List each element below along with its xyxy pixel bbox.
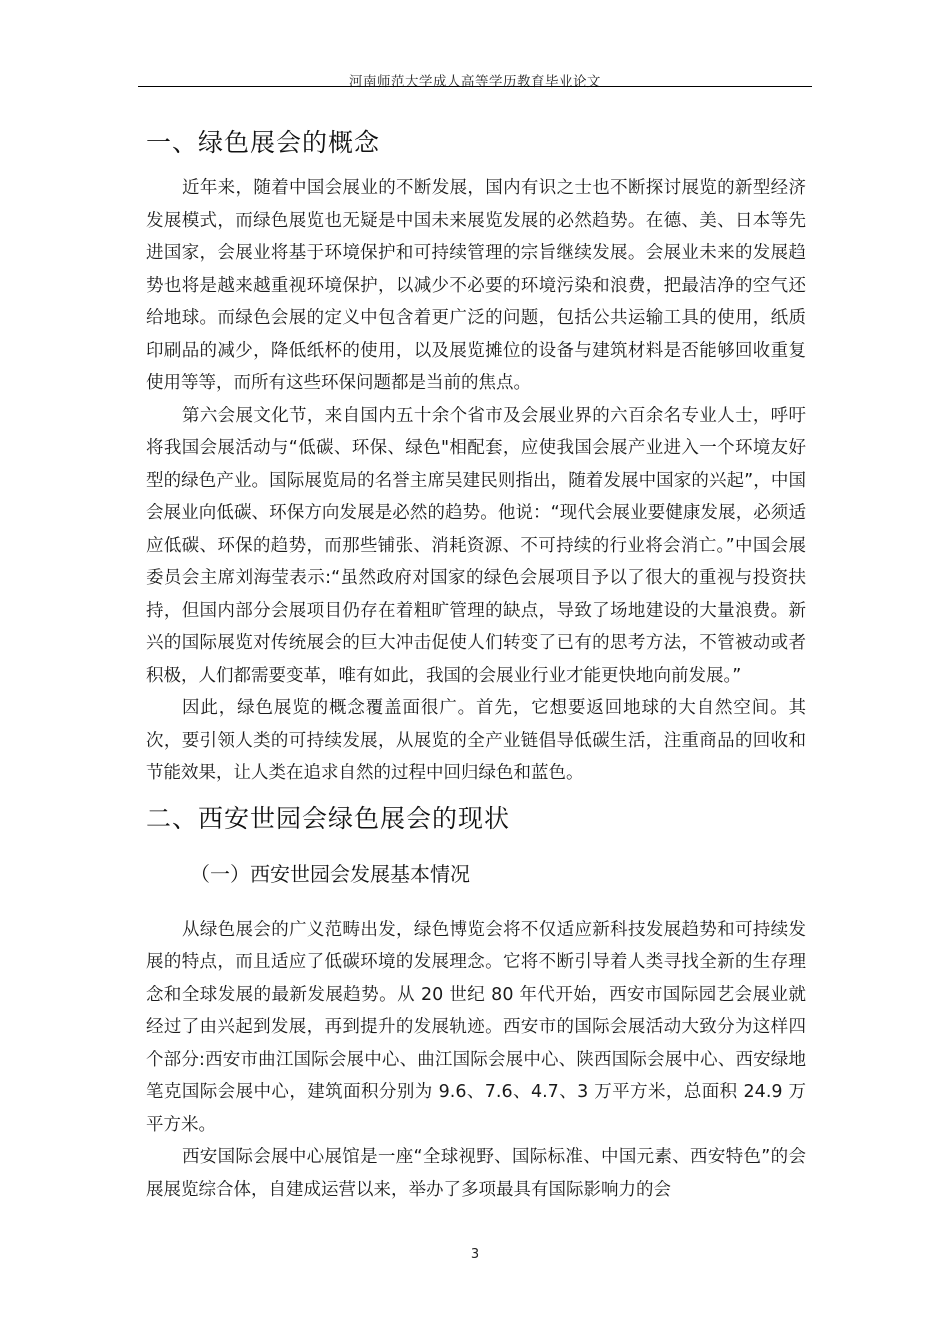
paragraph: 近年来，随着中国会展业的不断发展，国内有识之士也不断探讨展览的新型经济发展模式，而绿色展览也无疑是中国未来展览发展的必然趋势。在德、美、日本等先进国家，会展业将基于环境保护和可持续管理的宗旨继续发展。会展业未来的发展趋势也将是越来越重视环境保护，以减少不必要的环境污染和浪费，把最洁净的空气还给地球。而绿色会展的定义中包含着更广泛的问题，包括公共运输工具的使用，纸质印刷品的减少，降低纸杯的使用，以及展览摊位的设备与建筑材料是否能够回收重复使用等等，而所有这些环保问题都是当前的焦点。 [146, 178, 806, 393]
paragraph: 西安国际会展中心展馆是一座“全球视野、国际标准、中国元素、西安特色”的会展展览综合体，自建成运营以来，举办了多项最具有国际影响力的会 [146, 1147, 806, 1200]
subsection-heading: （一）西安世园会发展基本情况 [190, 861, 470, 886]
section-heading-1: 一、绿色展会的概念 [146, 128, 381, 157]
paragraph: 因此，绿色展览的概念覆盖面很广。首先，它想要返回地球的大自然空间。其次，要引领人类的可持续发展，从展览的全产业链倡导低碳生活，注重商品的回收和节能效果，让人类在追求自然的过程中回归绿色和蓝色。 [146, 698, 806, 783]
page-body [146, 118, 806, 1206]
paragraph: 第六会展文化节，来自国内五十余个省市及会展业界的六百余名专业人士，呼吁将我国会展活动与“低碳、环保、绿色"相配套，应使我国会展产业进入一个环境友好型的绿色产业。国际展览局的名誉主席吴建民则指出，随着发展中国家的兴起”，中国会展业向低碳、环保方向发展是必然的趋势。他说：“现代会展业要健康发展，必须适应低碳、环保的趋势，而那些铺张、消耗资源、不可持续的行业将会消亡。”中国会展委员会主席刘海莹表示:“虽然政府对国家的绿色会展项目予以了很大的重视与投资扶持，但国内部分会展项目仍存在着粗旷管理的缺点，导致了场地建设的大量浪费。新兴的国际展览对传统展会的巨大冲击促使人们转变了已有的思考方法，不管被动或者积极，人们都需要变革，唯有如此，我国的会展业行业才能更快地向前发展。” [146, 405, 806, 686]
header-divider [138, 86, 812, 87]
section-heading-2: 二、西安世园会绿色展会的现状 [146, 803, 511, 833]
page-number: 3 [470, 1247, 480, 1262]
spacer [146, 904, 806, 914]
page-header-title: 河南师范大学成人高等学历教育毕业论文 [349, 74, 601, 90]
paragraph: 从绿色展会的广义范畴出发，绿色博览会将不仅适应新科技发展趋势和可持续发展的特点，而且适应了低碳环境的发展理念。它将不断引导着人类寻找全新的生存理念和全球发展的最新发展趋势。从 20 世纪 80 年代开始，西安市国际园艺会展业就经过了由兴起到发展，再到提升的发展轨迹。西安市的国际会展活动大致分为这样四个部分:西安市曲江国际会展中心、曲江国际会展中心、陕西国际会展中心、西安绿地笔克国际会展中心，建筑面积分别为 9.6、7.6、4.7、3 万平方米，总面积 24.9 万平方米。 [146, 919, 806, 1135]
